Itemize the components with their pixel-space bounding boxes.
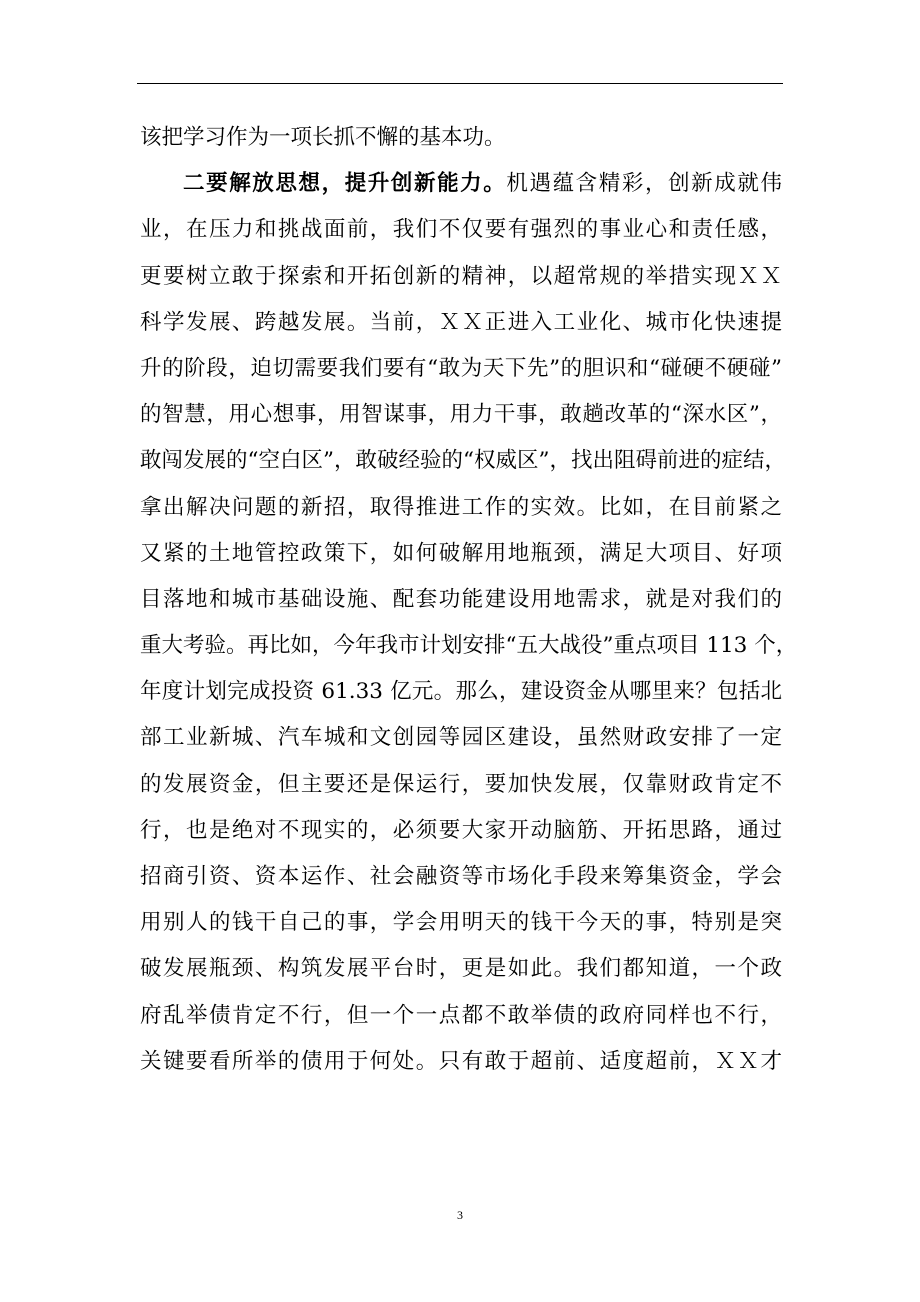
- paragraph-line: 又紧的土地管控政策下，如何破解用地瓶颈，满足大项目、好项: [140, 540, 782, 566]
- paragraph-line: 部工业新城、汽车城和文创园等园区建设，虽然财政安排了一定: [140, 725, 782, 751]
- paragraph-line: 重大考验。再比如，今年我市计划安排“五大战役”重点项目 113 个，: [140, 633, 798, 659]
- paragraph-line: 用别人的钱干自己的事，学会用明天的钱干今天的事，特别是突: [140, 910, 782, 936]
- paragraph-1-line: 该把学习作为一项长抓不懈的基本功。: [140, 125, 506, 150]
- paragraph-line: 招商引资、资本运作、社会融资等市场化手段来筹集资金，学会: [140, 864, 782, 889]
- document-body: [140, 115, 798, 1085]
- paragraph-line: 敢闯发展的“空白区”，敢破经验的“权威区”，找出阻碍前进的症结，: [140, 448, 786, 474]
- page-number: 3: [457, 1208, 463, 1222]
- paragraph-line: 更要树立敢于探索和开拓创新的精神，以超常规的举措实现ＸＸ: [140, 263, 782, 289]
- paragraph-line: 行，也是绝对不现实的，必须要大家开动脑筋、开拓思路，通过: [140, 817, 782, 843]
- paragraph-2-first-line: [140, 161, 782, 207]
- paragraph-line: 升的阶段，迫切需要我们要有“敢为天下先”的胆识和“碰硬不硬碰”: [140, 355, 782, 381]
- paragraph-line: 年度计划完成投资 61.33 亿元。那么，建设资金从哪里来？包括北: [140, 679, 782, 705]
- paragraph-line: 的发展资金，但主要还是保运行，要加快发展，仅靠财政肯定不: [140, 771, 782, 797]
- section-heading: 二要解放思想，提升创新能力。: [183, 171, 507, 197]
- paragraph-line: 科学发展、跨越发展。当前，ＸＸ正进入工业化、城市化快速提: [140, 309, 782, 335]
- paragraph-line: 目落地和城市基础设施、配套功能建设用地需求，就是对我们的: [140, 586, 782, 612]
- paragraph-line: 府乱举债肯定不行，但一个一点都不敢举债的政府同样也不行，: [140, 1002, 782, 1028]
- paragraph-2-first-line-text: 机遇蕴含精彩，创新成就伟: [506, 171, 782, 197]
- paragraph-line: 关键要看所举的债用于何处。只有敢于超前、适度超前，ＸＸ才: [140, 1048, 782, 1074]
- paragraph-line: 破发展瓶颈、构筑发展平台时，更是如此。我们都知道，一个政: [140, 956, 782, 982]
- paragraph-line: 拿出解决问题的新招，取得推进工作的实效。比如，在目前紧之: [140, 494, 782, 520]
- header-rule: [137, 83, 783, 84]
- paragraph-line: 业，在压力和挑战面前，我们不仅要有强烈的事业心和责任感，: [140, 217, 782, 243]
- paragraph-line: 的智慧，用心想事，用智谋事，用力干事，敢趟改革的“深水区”，: [140, 402, 782, 428]
